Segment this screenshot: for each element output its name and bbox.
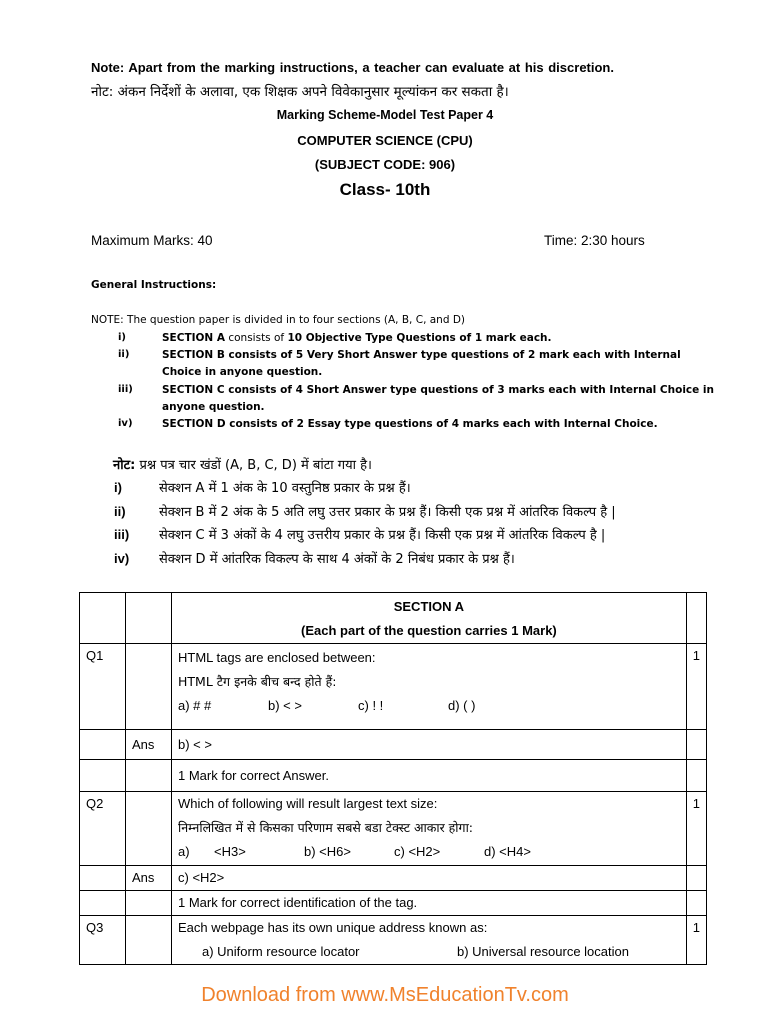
option-a: a) Uniform resource locator [202,944,360,959]
hindi-note: नोट: प्रश्न पत्र चार खंडों (A, B, C, D) में बांटा गया है। [113,458,372,473]
option-a: a) # # [178,698,212,713]
option-b: b) <H6> [304,844,351,859]
instruction-item: SECTION D consists of 2 Essay type questions of 4 marks each with Internal Choice. [162,418,658,430]
note-english: Note: Apart from the marking instructions, a teacher can evaluate at his discretion. [91,60,614,75]
marking-note: 1 Mark for correct Answer. [172,760,687,792]
answer-row [80,866,707,891]
marking-row [80,760,707,792]
hindi-instruction-item: सेक्शन A में 1 अंक के 10 वस्तुनिष्ठ प्रकार के प्रश्न हैं। [159,481,411,496]
instruction-number: i) [118,332,126,343]
hindi-instruction-number: iv) [114,551,130,566]
section-header-row [80,593,707,644]
question-table [79,592,707,965]
question-row [80,644,707,730]
question-text-hindi: निम्नलिखित में से किसका परिणाम सबसे बडा टेक्स्ट आकार होगा: [178,820,474,835]
question-row [80,792,707,866]
question-marks: 1 [686,916,706,965]
subject-code: (SUBJECT CODE: 906) [314,157,456,172]
question-options [178,940,680,964]
option-a-label: a) [178,844,190,859]
option-b: b) Universal resource location [457,944,629,959]
answer-text: b) < > [172,730,687,760]
section-subtitle: (Each part of the question carries 1 Mark) [301,623,557,638]
maximum-marks: Maximum Marks: 40 [91,233,213,248]
section-title: SECTION A [393,599,465,614]
hindi-instruction-number: i) [114,480,122,495]
hindi-instruction-item: सेक्शन B में 2 अंक के 5 अति लघु उत्तर प्रकार के प्रश्न हैं। किसी एक प्रश्न में आंतरिक विकल्प है | [159,505,616,520]
general-instructions-heading: General Instructions: [91,279,217,291]
instruction-item: SECTION C consists of 4 Short Answer type questions of 3 marks each with Internal Choice in anyone question. [162,384,715,413]
paper-title: Marking Scheme-Model Test Paper 4 [276,108,494,122]
question-options [178,840,680,864]
hindi-instruction-number: ii) [114,504,126,519]
instruction-number: ii) [118,349,130,360]
question-number: Q2 [80,792,126,866]
option-c: c) <H2> [394,844,441,859]
instruction-number: iv) [118,418,133,429]
section-title-cell [172,593,687,644]
answer-row [80,730,707,760]
instruction-item: SECTION A consists of 10 Objective Type Questions of 1 mark each. [162,332,552,344]
question-row [80,916,707,965]
option-a: <H3> [214,844,246,859]
instruction-number: iii) [118,384,133,395]
hindi-instruction-number: iii) [114,527,130,542]
marking-row [80,891,707,916]
question-text: Each webpage has its own unique address known as: [178,920,488,935]
hindi-instruction-item: सेक्शन D में आंतरिक विकल्प के साथ 4 अंकों के 2 निबंध प्रकार के प्रश्न हैं। [159,552,515,567]
question-number: Q3 [80,916,126,965]
marking-note: 1 Mark for correct identification of the tag. [172,891,687,916]
question-options [178,694,680,718]
option-d: d) <H4> [484,844,531,859]
class-heading: Class- 10th [339,180,431,199]
answer-label: Ans [126,730,172,760]
option-b: b) < > [268,698,302,713]
note-hindi: नोट: अंकन निर्देशों के अलावा, एक शिक्षक अपने विवेकानुसार मूल्यांकन कर सकता है। [91,84,509,100]
exam-time: Time: 2:30 hours [544,233,645,248]
instruction-item: SECTION B consists of 5 Very Short Answer type questions of 2 mark each with Internal Choice in anyone question. [162,349,681,378]
question-text-hindi: HTML टैग इनके बीच बन्द होते हैं: [178,674,337,689]
option-c: c) ! ! [358,698,384,713]
answer-text: c) <H2> [172,866,687,891]
hindi-instruction-item: सेक्शन C में 3 अंकों के 4 लघु उत्तरीय प्रकार के प्रश्न हैं। किसी एक प्रश्न में आंतरिक विकल्प है | [159,528,606,543]
download-footer-link[interactable]: Download from www.MsEducationTv.com [201,984,569,1006]
answer-label: Ans [126,866,172,891]
question-marks: 1 [686,792,706,866]
question-text: Which of following will result largest text size: [178,796,438,811]
question-text: HTML tags are enclosed between: [178,650,376,665]
option-d: d) ( ) [448,698,476,713]
question-marks: 1 [686,644,706,730]
question-number: Q1 [80,644,126,730]
subject-name: COMPUTER SCIENCE (CPU) [297,133,473,148]
instructions-note: NOTE: The question paper is divided in to four sections (A, B, C, and D) [91,314,466,326]
